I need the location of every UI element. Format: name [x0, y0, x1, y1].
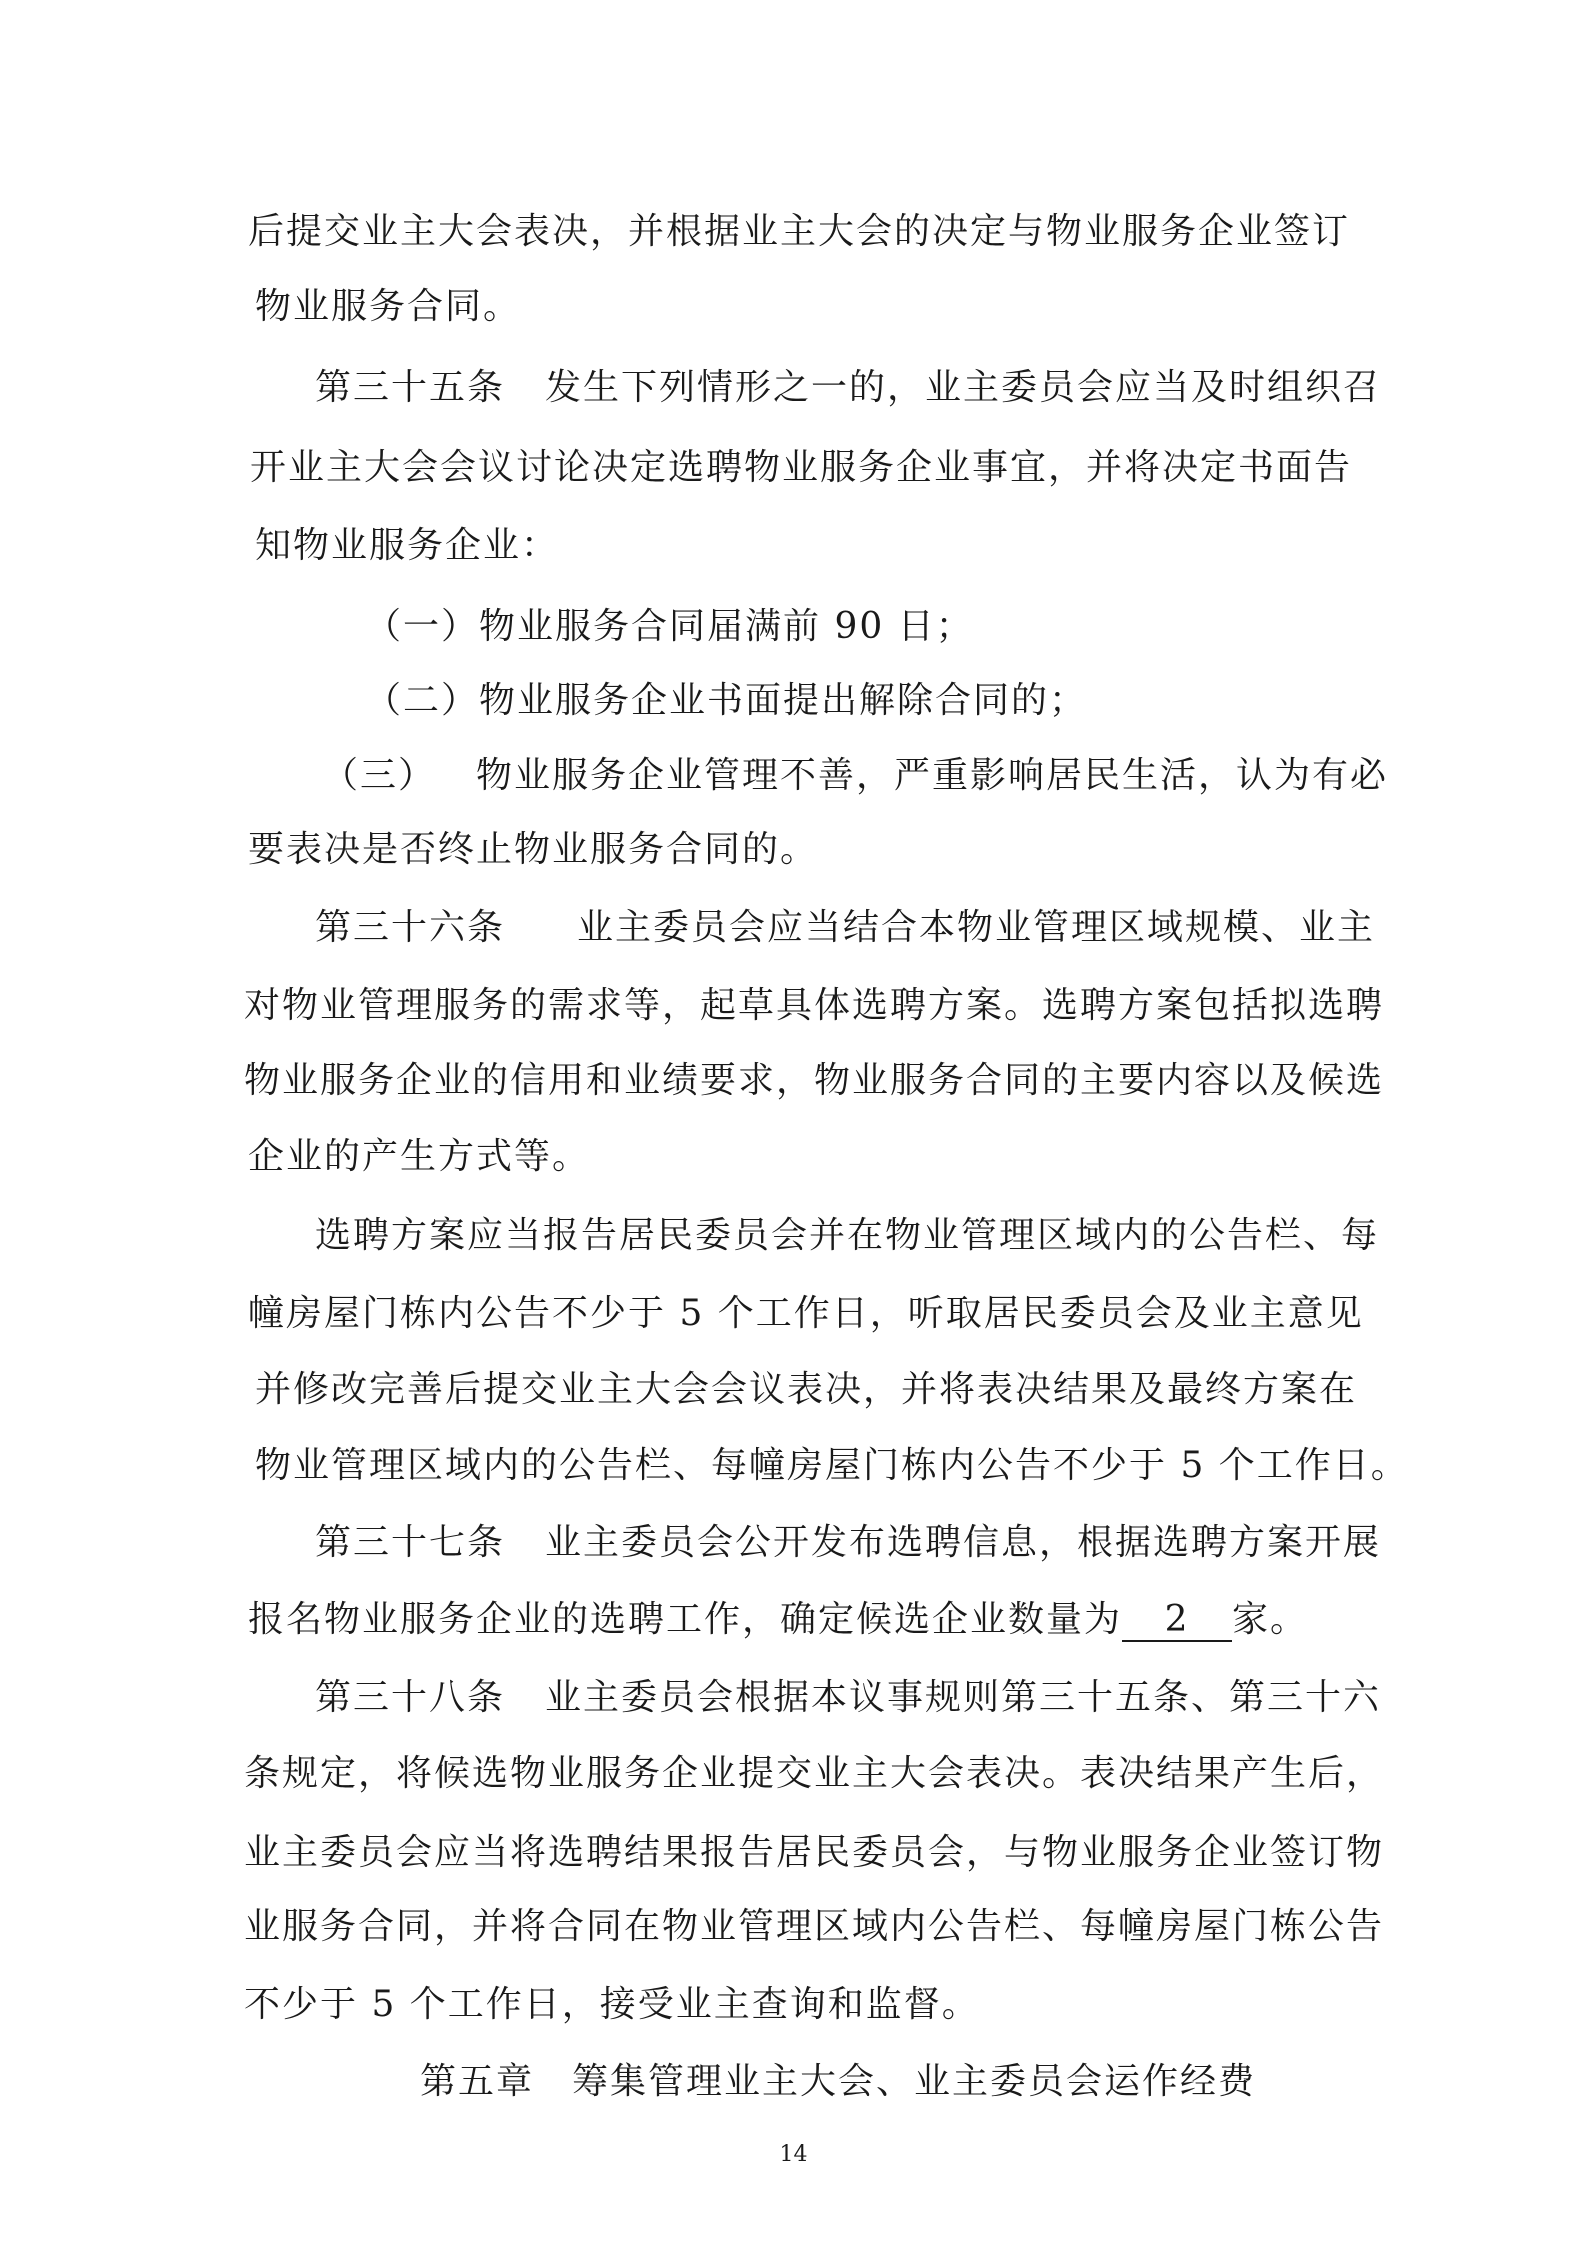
text-line: 要表决是否终止物业服务合同的。	[248, 829, 819, 870]
text-line: 知物业服务企业：	[255, 525, 560, 566]
text-line: 对物业管理服务的需求等，起草具体选聘方案。选聘方案包括拟选聘	[244, 985, 1385, 1026]
text-line: 物业服务企业的信用和业绩要求，物业服务合同的主要内容以及候选	[244, 1060, 1385, 1101]
article-number: 第三十七条	[315, 1522, 506, 1563]
list-item-number: （三）	[322, 755, 437, 796]
article-38-line	[315, 1674, 1381, 1722]
article-text: 业主委员会应当结合本物业管理区域规模、业主	[577, 907, 1376, 948]
article-text: 发生下列情形之一的，业主委员会应当及时组织召	[545, 367, 1382, 408]
text-line	[248, 1596, 1308, 1644]
article-37-line	[315, 1519, 1381, 1567]
article-35-line	[315, 364, 1381, 412]
text-line: 开业主大会会议讨论决定选聘物业服务企业事宜，并将决定书面告	[250, 447, 1353, 488]
text-after-blank: 家。	[1232, 1599, 1309, 1640]
article-number: 第三十八条	[315, 1677, 506, 1718]
text-line: 后提交业主大会表决，并根据业主大会的决定与物业服务企业签订	[248, 211, 1351, 252]
text-line: 物业服务合同。	[255, 286, 522, 327]
article-number: 第三十六条	[315, 907, 506, 948]
article-number: 第三十五条	[315, 367, 506, 408]
text-line: 物业管理区域内的公告栏、每幢房屋门栋内公告不少于 5 个工作日。	[255, 1445, 1409, 1486]
text-line: 幢房屋门栋内公告不少于 5 个工作日，听取居民委员会及业主意见	[248, 1293, 1364, 1334]
text-line: 不少于 5 个工作日，接受业主查询和监督。	[244, 1984, 980, 2025]
text-line: 业服务合同，并将合同在物业管理区域内公告栏、每幢房屋门栋公告	[244, 1906, 1385, 1947]
filled-blank-value: 2	[1122, 1600, 1232, 1642]
list-item: （二）物业服务企业书面提出解除合同的；	[365, 680, 1088, 721]
article-36-line	[315, 904, 1375, 952]
text-line: 并修改完善后提交业主大会会议表决，并将表决结果及最终方案在	[255, 1369, 1358, 1410]
page-number: 14	[779, 2142, 808, 2167]
text-line: 选聘方案应当报告居民委员会并在物业管理区域内的公告栏、每	[315, 1215, 1380, 1256]
article-text: 业主委员会公开发布选聘信息，根据选聘方案开展	[545, 1522, 1382, 1563]
text-line: 企业的产生方式等。	[248, 1136, 591, 1177]
text-before-blank: 报名物业服务企业的选聘工作，确定候选企业数量为	[248, 1599, 1123, 1640]
list-item: （一）物业服务合同届满前 90 日；	[365, 606, 974, 647]
article-text: 业主委员会根据本议事规则第三十五条、第三十六	[545, 1677, 1382, 1718]
text-line: 业主委员会应当将选聘结果报告居民委员会，与物业服务企业签订物	[244, 1832, 1385, 1873]
list-item-text: 物业服务企业管理不善，严重影响居民生活，认为有必	[476, 755, 1389, 796]
text-line: 条规定，将候选物业服务企业提交业主大会表决。表决结果产生后，	[244, 1753, 1385, 1794]
chapter-heading: 第五章 筹集管理业主大会、业主委员会运作经费	[420, 2061, 1257, 2102]
list-item	[322, 752, 1388, 800]
